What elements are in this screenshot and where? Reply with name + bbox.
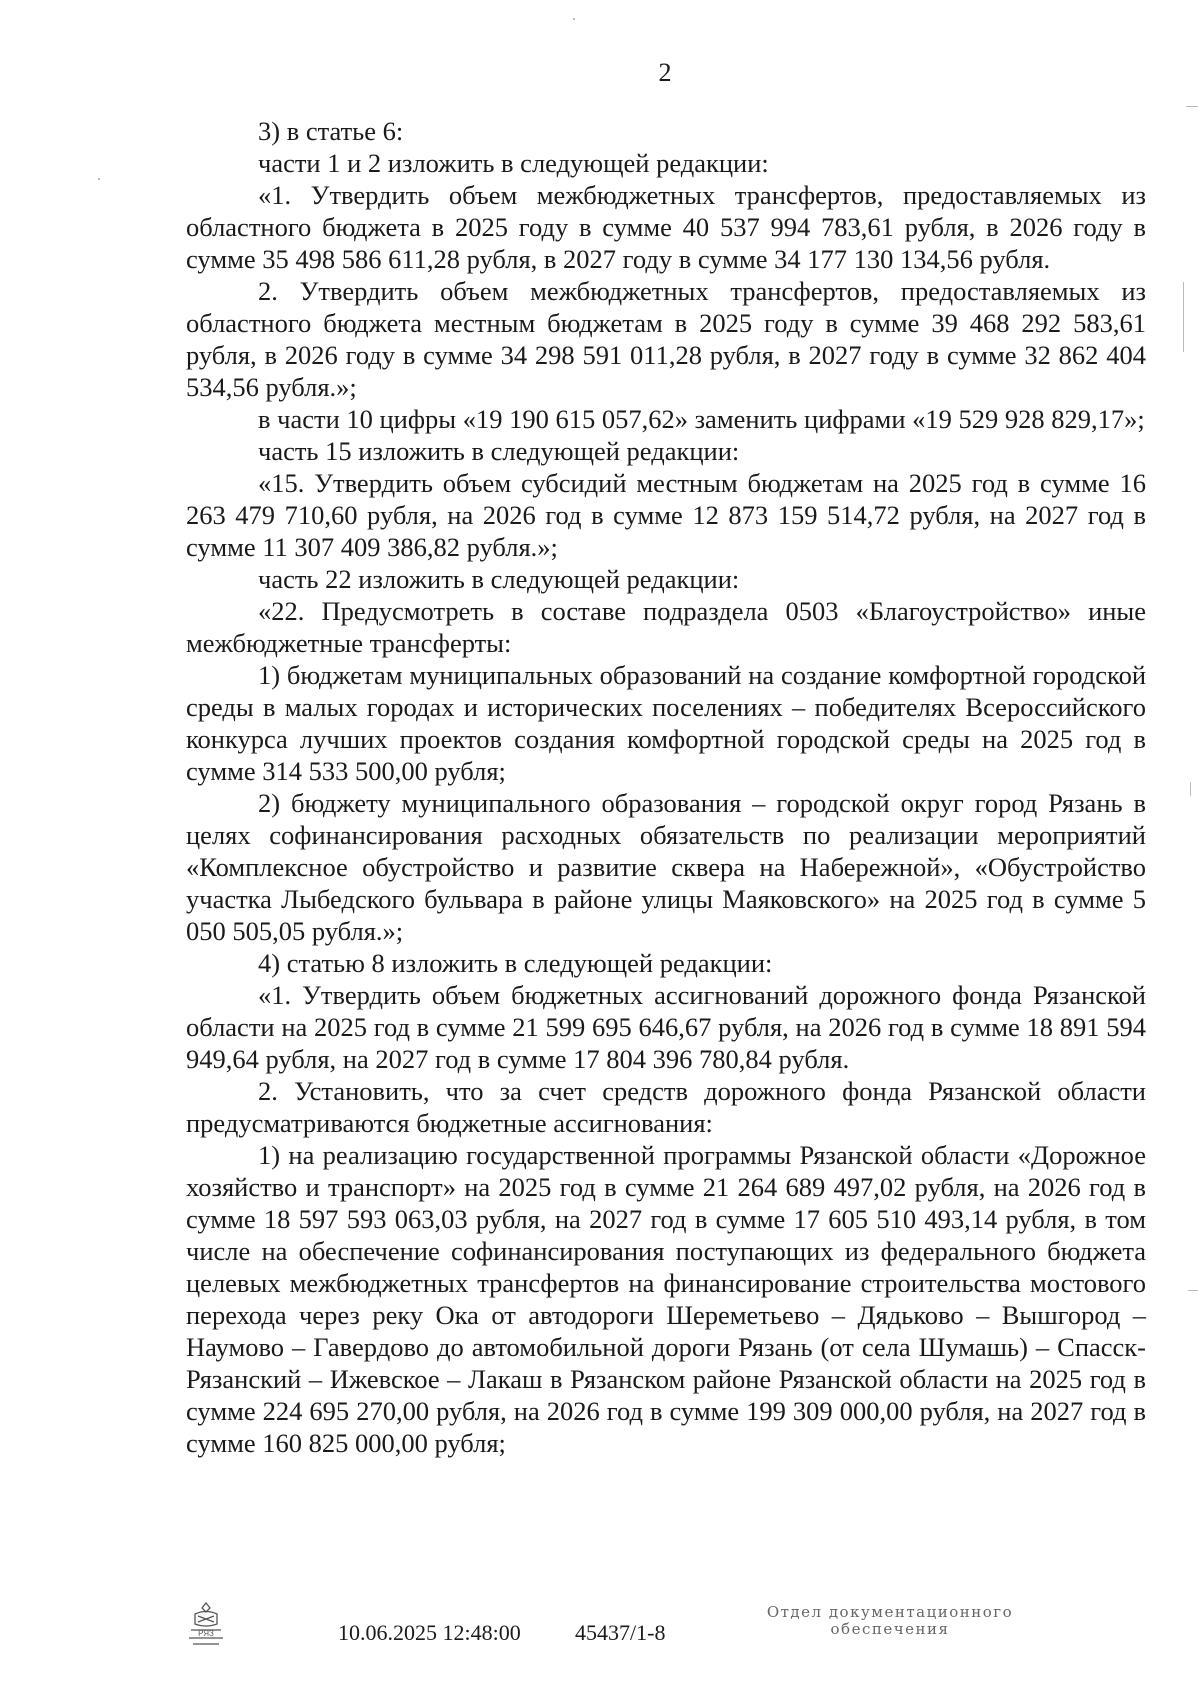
paragraph: часть 22 изложить в следующей редакции: bbox=[258, 564, 740, 594]
paragraph: «22. Предусмотреть в составе подраздела 0503 «Благоустройство» иные межбюджетные трансферты: bbox=[186, 596, 1146, 658]
paragraph: 2) бюджету муниципального образования – городской округ город Рязань в целях софинансирования расходных обязательств по реализации мероприятий «Комплексное обустройство и развитие сквера на Набережной», «Обустройство участка Лыбедского бульвара в районе улицы Маяковского» на 2025 год в сумме 5 050 505,05 рубля.»; bbox=[186, 788, 1146, 946]
seal-text: РЯЗ bbox=[198, 1629, 214, 1638]
stamp-document-number: 45437/1-8 bbox=[575, 1620, 666, 1645]
stamp-date-time: 10.06.2025 12:48:00 bbox=[338, 1620, 521, 1645]
scan-speck bbox=[98, 178, 100, 180]
coat-of-arms-seal-icon bbox=[183, 1600, 229, 1650]
paragraph: 3) в статье 6: bbox=[258, 116, 404, 146]
scan-speck bbox=[1190, 782, 1191, 796]
paragraph: 4) статью 8 изложить в следующей редакции: bbox=[258, 948, 773, 978]
department-stamp-line: Отдел документационного bbox=[766, 1603, 1014, 1621]
paragraph: часть 15 изложить в следующей редакции: bbox=[258, 436, 740, 466]
document-footer bbox=[0, 1600, 1200, 1660]
document-body bbox=[186, 115, 1146, 1459]
scan-speck bbox=[1188, 1290, 1198, 1291]
paragraph: «1. Утвердить объем межбюджетных трансфертов, предоставляемых из областного бюджета в 2025 году в сумме 40 537 994 783,61 рубля, в 2026 году в сумме 35 498 586 611,28 рубля, в 2027 году в сумме 34 177 130 134,56 рубля. bbox=[186, 180, 1146, 274]
paragraph: «1. Утвердить объем бюджетных ассигнований дорожного фонда Рязанской области на 2025 год в сумме 21 599 695 646,67 рубля, на 2026 год в сумме 18 891 594 949,64 рубля, на 2027 год в сумме 17 804 396 780,84 рубля. bbox=[186, 980, 1146, 1074]
scan-speck bbox=[1186, 106, 1198, 107]
paragraph: части 1 и 2 изложить в следующей редакции: bbox=[258, 148, 769, 178]
paragraph: 2. Установить, что за счет средств дорожного фонда Рязанской области предусматриваются бюджетные ассигнования: bbox=[186, 1076, 1146, 1138]
scan-speck bbox=[1183, 282, 1184, 352]
page-number: 2 bbox=[658, 58, 672, 87]
paragraph: «15. Утвердить объем субсидий местным бюджетам на 2025 год в сумме 16 263 479 710,60 рубля, на 2026 год в сумме 12 873 159 514,72 рубля, на 2027 год в сумме 11 307 409 386,82 рубля.»; bbox=[186, 468, 1146, 562]
department-stamp-line: обеспечения bbox=[830, 1620, 950, 1638]
paragraph: 2. Утвердить объем межбюджетных трансфертов, предоставляемых из областного бюджета местным бюджетам в 2025 году в сумме 39 468 292 583,61 рубля, в 2026 году в сумме 34 298 591 011,28 рубля, в 2027 году в сумме 32 862 404 534,56 рубля.»; bbox=[186, 276, 1146, 402]
paragraph: 1) на реализацию государственной программы Рязанской области «Дорожное хозяйство и транспорт» на 2025 год в сумме 21 264 689 497,02 рубля, на 2026 год в сумме 18 597 593 063,03 рубля, на 2027 год в сумме 17 605 510 493,14 рубля, в том числе на обеспечение софинансирования поступающих из федерального бюджета целевых межбюджетных трансфертов на финансирование строительства мостового перехода через реку Ока от автодороги Шереметьево – Дядьково – Вышгород – Наумово – Гавердово до автомобильной дороги Рязань (от села Шумашь) – Спасск-Рязанский – Ижевское – Лакаш в Рязанском районе Рязанской области на 2025 год в сумме 224 695 270,00 рубля, на 2026 год в сумме 199 309 000,00 рубля, на 2027 год в сумме 160 825 000,00 рубля; bbox=[186, 1140, 1146, 1458]
department-stamp bbox=[745, 1604, 1035, 1638]
paragraph: в части 10 цифры «19 190 615 057,62» заменить цифрами «19 529 928 829,17»; bbox=[258, 404, 1145, 434]
paragraph: 1) бюджетам муниципальных образований на создание комфортной городской среды в малых городах и исторических поселениях – победителях Всероссийского конкурса лучших проектов создания комфортной городской среды на 2025 год в сумме 314 533 500,00 рубля; bbox=[186, 660, 1146, 786]
scan-speck bbox=[573, 18, 575, 20]
